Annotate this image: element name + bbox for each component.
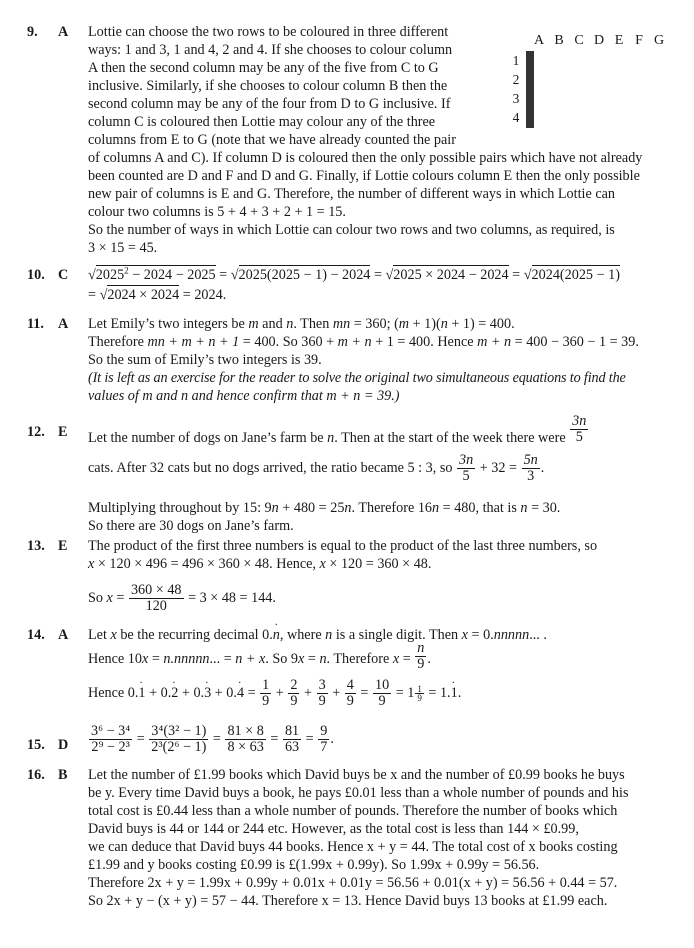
- text-line: Therefore 2x + y = 1.99x + 0.99y + 0.01x + 0.01y = 56.56 + 0.01(x + y) = 56.56 + 0.44 = 57.: [88, 875, 618, 891]
- fraction: [225, 724, 265, 755]
- var: m: [398, 316, 410, 332]
- denominator: 9: [346, 693, 354, 709]
- text-line: [88, 333, 678, 351]
- text: Therefore: [88, 334, 148, 350]
- text: =: [112, 589, 128, 606]
- numerator: 2: [290, 677, 298, 693]
- var: n ˙: [273, 627, 280, 643]
- numerator: 10: [374, 677, 390, 693]
- var: x: [461, 627, 468, 643]
- text-line: new pair of columns is E and G. Therefore, the number of different ways in which Lottie can: [88, 186, 616, 202]
- denominator: 5: [462, 468, 470, 484]
- text-line: [88, 724, 678, 764]
- square-root: √2025(2025 − 1) − 2024: [230, 267, 371, 283]
- row-labels: [510, 51, 522, 127]
- denominator: 9: [417, 656, 425, 672]
- text-line: (It is left as an exercise for the reader to solve the original two simultaneous equations to find the: [88, 370, 626, 386]
- numerator: 3⁴(3² − 1): [151, 723, 207, 739]
- text: + 0.: [211, 684, 237, 701]
- solution-text: [88, 724, 678, 764]
- question-number: 16.: [27, 767, 45, 783]
- numerator: 360 × 48: [130, 582, 182, 598]
- answer-letter: A: [58, 316, 69, 332]
- var: x: [392, 650, 400, 667]
- text-line: been counted are D and F and D and G. Finally, if Lottie colours column E then the only possible: [88, 168, 640, 184]
- equals: =: [209, 730, 225, 747]
- text: and: [258, 316, 287, 332]
- text-line: [88, 499, 678, 517]
- text: + 32 =: [476, 459, 521, 476]
- text-line: [88, 415, 678, 449]
- text-line: [88, 449, 678, 493]
- question-number: 11.: [27, 316, 44, 332]
- text-line: So 2x + y − (x + y) = 57 − 44. Therefore x = 13. Hence David buys 13 books at £1.99 each.: [88, 893, 608, 909]
- text-line: colour two columns is 5 + 4 + 3 + 2 + 1 = 15.: [88, 204, 346, 220]
- text-line: Lottie can choose the two rows to be coloured in three different: [88, 24, 449, 40]
- column-label: G: [653, 33, 665, 48]
- var: x: [319, 556, 326, 572]
- answer-letter: E: [58, 424, 68, 440]
- text: + 480 = 25: [278, 500, 345, 516]
- text: = 480, that is: [439, 500, 521, 516]
- text: . Therefore 16: [351, 500, 433, 516]
- text: So: [88, 589, 107, 606]
- column-label: E: [614, 33, 624, 48]
- var: n: [440, 316, 448, 332]
- equals: =: [266, 730, 282, 747]
- text: is a single digit. Then: [332, 627, 462, 643]
- denominator: 8 × 63: [227, 739, 264, 755]
- text: + 0.: [145, 684, 172, 701]
- answer-letter: A: [58, 24, 69, 40]
- numerator: 1: [417, 684, 422, 694]
- text-line: Let the number of £1.99 books which David buys be x and the number of £0.99 books he buys: [88, 767, 625, 783]
- var: n: [319, 650, 327, 667]
- text: = 3 × 48 = 144.: [184, 589, 276, 606]
- text-line: Hence 0.1 ˙ + 0.2 ˙ + 0.3 ˙ + 0.4 ˙ = $\frac{1}{9}$ + $\frac{2}{9}$ + $\frac{3}{9}$ + $\frac{4}{9}$ = $\frac{10}{9}$ = 1 $\frac{1}{9}$ = 1.1 ˙.: [88, 678, 678, 718]
- text-line: [88, 583, 678, 623]
- question-number: 10.: [27, 267, 45, 283]
- text-line: [88, 555, 678, 573]
- numerator: 3n: [458, 452, 474, 468]
- numerator: 3: [318, 677, 326, 693]
- result: = 2024.: [179, 287, 227, 303]
- denominator: 9: [417, 693, 422, 703]
- solution-text: [88, 266, 688, 304]
- solution-text: [88, 415, 678, 535]
- denominator: 9: [262, 693, 270, 709]
- equals: =: [215, 267, 231, 283]
- text: =: [399, 650, 415, 667]
- var: x: [110, 627, 117, 643]
- text: =: [304, 650, 320, 667]
- text: . Therefore: [326, 650, 393, 667]
- text-line: [88, 640, 678, 672]
- question-number: 12.: [27, 424, 45, 440]
- row-label: 2: [512, 72, 520, 87]
- column-labels: [529, 32, 669, 50]
- text-line: total cost is £0.44 less than a whole number of pounds. Therefore the number of books which: [88, 803, 618, 819]
- text-line: So the sum of Emily’s two integers is 39.: [88, 352, 322, 368]
- fraction: [149, 724, 208, 755]
- denominator: 2³(2⁶ − 1): [151, 739, 207, 755]
- text: Let Emily’s two integers be: [88, 316, 249, 332]
- text-line: ways: 1 and 3, 1 and 4, 2 and 4. If she chooses to colour column: [88, 42, 453, 58]
- var: n: [325, 627, 333, 643]
- text: + 0.: [178, 684, 205, 701]
- fraction: [129, 583, 184, 614]
- text: =: [148, 650, 164, 667]
- answer-letter: E: [58, 538, 68, 554]
- text: + 1)(: [409, 316, 441, 332]
- question-number: 9.: [27, 24, 38, 40]
- text-line: we can deduce that David buys 44 books. Hence x + y = 44. The total cost of x books costing: [88, 839, 618, 855]
- text: be the recurring decimal 0.: [116, 627, 273, 643]
- var: x: [106, 589, 113, 606]
- math-term: − 2024 − 2025: [128, 267, 216, 283]
- question-number: 15.: [27, 737, 45, 753]
- text-line: £1.99 and y books costing £0.99 is £(1.99x + 0.99y). So 1.99x + 0.99y = 56.56.: [88, 857, 540, 873]
- text-line: A then the second column may be any of the five from C to G: [88, 60, 439, 76]
- equals: =: [133, 730, 149, 747]
- question-number: 14.: [27, 627, 45, 643]
- exponent: 2: [124, 265, 129, 276]
- recurring-digit: 1 ˙: [138, 685, 145, 701]
- answer-letter: C: [58, 267, 69, 283]
- text: = 400 − 360 − 1 = 39.: [511, 334, 639, 350]
- expr: n.nnnnn: [163, 650, 210, 667]
- text: .: [427, 650, 431, 667]
- text: + 1 = 400. Hence: [371, 334, 478, 350]
- recurring-digit: 4 ˙: [237, 685, 244, 701]
- numerator: 3⁶ − 3⁴: [91, 723, 131, 739]
- text: Let the number of dogs on Jane’s farm be: [88, 429, 328, 446]
- text: = 360; (: [350, 316, 399, 332]
- text: = 0.: [467, 627, 494, 643]
- text: Multiplying throughout by 15: 9: [88, 500, 272, 516]
- answer-letter: A: [58, 627, 69, 643]
- text-line: values of m and n and hence confirm that m + n = 39.): [88, 388, 400, 404]
- text: = 1.: [424, 684, 451, 701]
- solution-text: [88, 315, 678, 405]
- square-root: √2024(2025 − 1): [523, 267, 620, 283]
- text: = 400. So 360 +: [239, 334, 338, 350]
- recurring-digit: 2 ˙: [171, 685, 178, 701]
- text-line: David buys is 44 or 144 or 244 etc. However, as the total cost is less than 144 × £0.99,: [88, 821, 579, 837]
- fraction: [283, 724, 301, 755]
- text-line: second column may be any of the four from D to G inclusive. If: [88, 96, 451, 112]
- text: = 30.: [527, 500, 561, 516]
- column-label: A: [533, 33, 545, 48]
- var: n: [327, 429, 335, 446]
- text: . Then: [293, 316, 333, 332]
- text: . Then at the start of the week there were: [334, 429, 570, 446]
- expr: n + x: [235, 650, 266, 667]
- mixed-fraction: [415, 685, 424, 702]
- denominator: 7: [320, 739, 328, 755]
- denominator: 120: [145, 598, 167, 614]
- recurring-digit: 3 ˙: [204, 685, 211, 701]
- var: n: [344, 500, 352, 516]
- text-line: be y. Every time David buys a book, he pays £0.01 less than a whole number of pounds and his: [88, 785, 629, 801]
- equals: =: [244, 684, 260, 701]
- text-line: of columns A and C). If column D is coloured then the only possible pairs which have not already: [88, 150, 643, 166]
- text-line: columns from E to G (note that we have already counted the pair: [88, 132, 456, 148]
- numerator: 1: [262, 677, 270, 693]
- var: n: [432, 500, 440, 516]
- numerator: 81: [284, 723, 300, 739]
- text: , where: [279, 627, 326, 643]
- text-line: So there are 30 dogs on Jane’s farm.: [88, 518, 294, 534]
- column-label: B: [554, 33, 564, 48]
- text: × 120 = 360 × 48.: [325, 556, 432, 572]
- var: x: [141, 650, 149, 667]
- equals: =: [356, 684, 372, 701]
- fraction: [288, 678, 299, 709]
- var: n: [271, 500, 279, 516]
- row-label: 3: [512, 91, 520, 106]
- solution-text: [88, 766, 678, 910]
- text: . So 9: [265, 650, 299, 667]
- recurring-digit: 1 ˙: [451, 685, 458, 701]
- column-label: D: [593, 33, 605, 48]
- column-label: F: [635, 33, 643, 48]
- denominator: 5: [575, 429, 583, 445]
- denominator: 9: [290, 693, 298, 709]
- fraction: [345, 678, 356, 709]
- denominator: 2⁹ − 2³: [91, 739, 130, 755]
- math-term: 2025: [95, 267, 125, 283]
- fraction: [260, 678, 271, 709]
- text: ... .: [529, 627, 547, 643]
- text-line: The product of the first three numbers is equal to the product of the last three numbers, so: [88, 538, 598, 554]
- var: x: [88, 556, 95, 572]
- fraction: [317, 678, 328, 709]
- equals: =: [88, 287, 100, 303]
- text: Let: [88, 627, 111, 643]
- text: .: [330, 730, 334, 747]
- fraction: [415, 641, 426, 672]
- solution-text: [88, 626, 678, 718]
- text: .: [540, 459, 545, 476]
- text-line: So the number of ways in which Lottie can colour two rows and two columns, as required, is: [88, 222, 615, 238]
- numerator: 4: [346, 677, 354, 693]
- square-root: √2024 × 2024: [99, 287, 180, 303]
- row-label: 1: [512, 53, 520, 68]
- fraction: [373, 678, 391, 709]
- numerator: 9: [320, 723, 328, 739]
- fraction: [570, 414, 588, 445]
- text: Hence 10: [88, 650, 142, 667]
- solution-text: [88, 23, 678, 257]
- column-label: C: [574, 33, 584, 48]
- equals: =: [508, 267, 524, 283]
- text-line: 3 × 15 = 45.: [88, 240, 158, 256]
- denominator: 63: [284, 739, 300, 755]
- text-line: column C is coloured then Lottie may colour any of the three: [88, 114, 436, 130]
- var: n: [520, 500, 528, 516]
- expr: mn + m + n + 1: [147, 334, 240, 350]
- expr: m + n: [477, 334, 512, 350]
- text-line: inclusive. Similarly, if she chooses to colour column B then the: [88, 78, 448, 94]
- fraction: [457, 453, 475, 484]
- expr: nnnnn: [493, 627, 530, 643]
- numerator: 5n: [523, 452, 538, 468]
- text: × 120 × 496 = 496 × 360 × 48. Hence,: [94, 556, 320, 572]
- numerator: n: [417, 640, 425, 656]
- var: n: [286, 316, 294, 332]
- equals: =: [370, 267, 386, 283]
- fraction: [89, 724, 132, 755]
- var: mn: [332, 316, 351, 332]
- var: m: [248, 316, 259, 332]
- numerator: 81 × 8: [227, 723, 264, 739]
- equals: =: [302, 730, 318, 747]
- expr: m + n: [337, 334, 372, 350]
- text: Hence 0.: [88, 684, 139, 701]
- denominator: 9: [318, 693, 326, 709]
- text-line: [88, 626, 678, 644]
- numerator: 3n: [572, 413, 587, 429]
- text: .: [457, 684, 462, 701]
- answer-letter: B: [58, 767, 68, 783]
- solution-text: [88, 537, 678, 623]
- answer-letter: D: [58, 737, 69, 753]
- text: + 1) = 400.: [447, 316, 515, 332]
- var: x: [298, 650, 305, 667]
- text-line: [88, 315, 678, 333]
- question-number: 13.: [27, 538, 45, 554]
- fraction: [318, 724, 329, 755]
- row-label: 4: [512, 110, 520, 125]
- denominator: 3: [527, 468, 535, 484]
- square-root: $√2025^2 - 2024 - 2025$: [88, 265, 216, 283]
- denominator: 9: [378, 693, 386, 709]
- fraction: [522, 453, 540, 484]
- text: ... =: [209, 650, 236, 667]
- text: = 1: [392, 684, 415, 701]
- text: cats. After 32 cats but no dogs arrived, the ratio became 5 : 3, so: [88, 459, 456, 476]
- grid-table: [526, 51, 534, 128]
- square-root: √2025 × 2024 − 2024: [385, 267, 509, 283]
